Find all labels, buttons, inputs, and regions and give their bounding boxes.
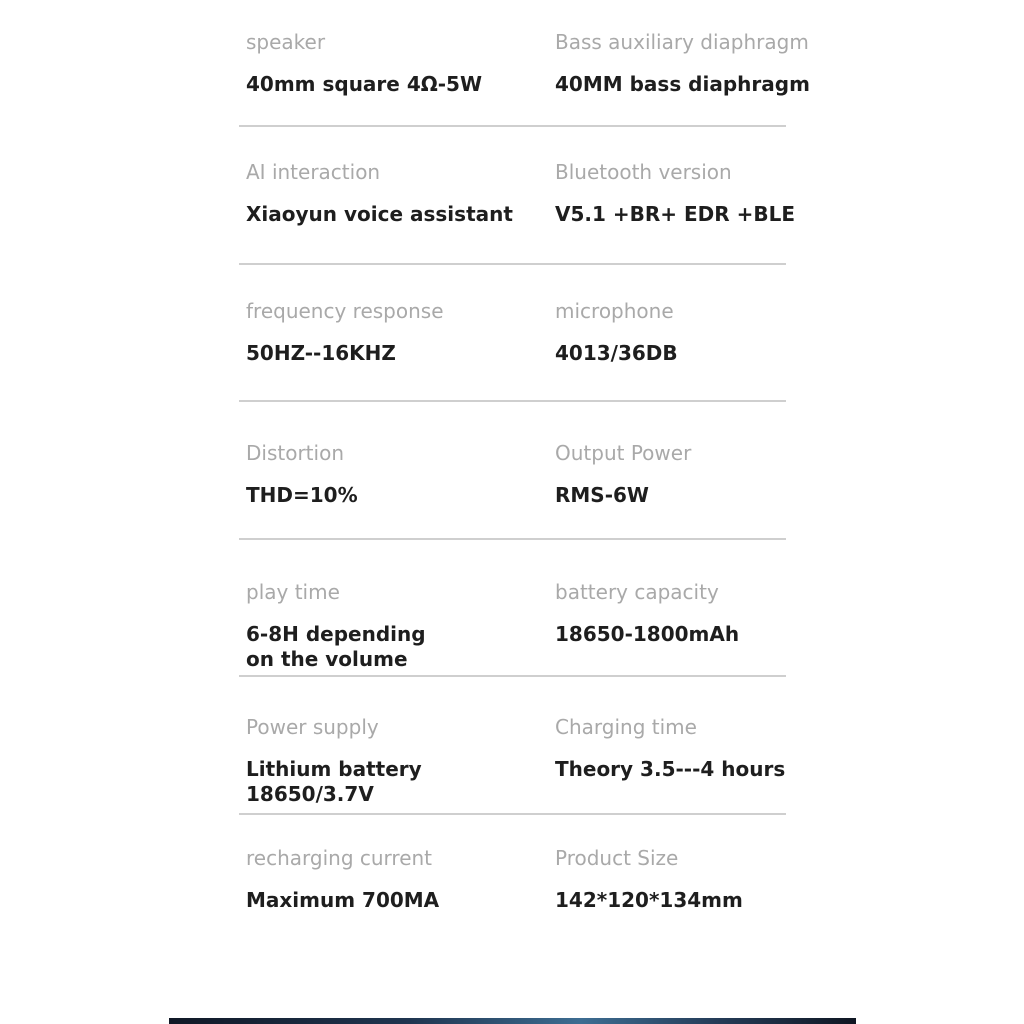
spec-value: 40MM bass diaphragm — [555, 72, 810, 96]
spec-label: Output Power — [555, 441, 692, 465]
spec-value: Theory 3.5---4 hours — [555, 757, 786, 781]
spec-label: microphone — [555, 299, 674, 323]
spec-value: 142*120*134mm — [555, 888, 743, 912]
spec-value: 6-8H depending on the volume — [246, 622, 426, 671]
row-divider — [239, 263, 786, 265]
spec-label: speaker — [246, 30, 326, 54]
row-divider — [239, 813, 786, 815]
spec-label: Charging time — [555, 715, 697, 739]
row-divider — [239, 400, 786, 402]
spec-label: Bluetooth version — [555, 160, 732, 184]
spec-value: Maximum 700MA — [246, 888, 440, 912]
spec-value: 4013/36DB — [555, 341, 678, 365]
spec-value: V5.1 +BR+ EDR +BLE — [555, 202, 796, 226]
spec-label: play time — [246, 580, 340, 604]
row-divider — [239, 125, 786, 127]
spec-value: 50HZ--16KHZ — [246, 341, 396, 365]
spec-value: Lithium battery 18650/3.7V — [246, 757, 422, 806]
spec-label: Distortion — [246, 441, 344, 465]
spec-value: 40mm square 4Ω-5W — [246, 72, 483, 96]
product-image-strip — [169, 1018, 856, 1024]
spec-value: RMS-6W — [555, 483, 649, 507]
spec-label: battery capacity — [555, 580, 719, 604]
row-divider — [239, 675, 786, 677]
spec-label: AI interaction — [246, 160, 381, 184]
spec-value: 18650-1800mAh — [555, 622, 740, 646]
row-divider — [239, 538, 786, 540]
spec-label: frequency response — [246, 299, 444, 323]
spec-value: THD=10% — [246, 483, 358, 507]
spec-label: Product Size — [555, 846, 679, 870]
spec-value: Xiaoyun voice assistant — [246, 202, 513, 226]
spec-label: Power supply — [246, 715, 379, 739]
spec-label: Bass auxiliary diaphragm — [555, 30, 809, 54]
spec-label: recharging current — [246, 846, 433, 870]
